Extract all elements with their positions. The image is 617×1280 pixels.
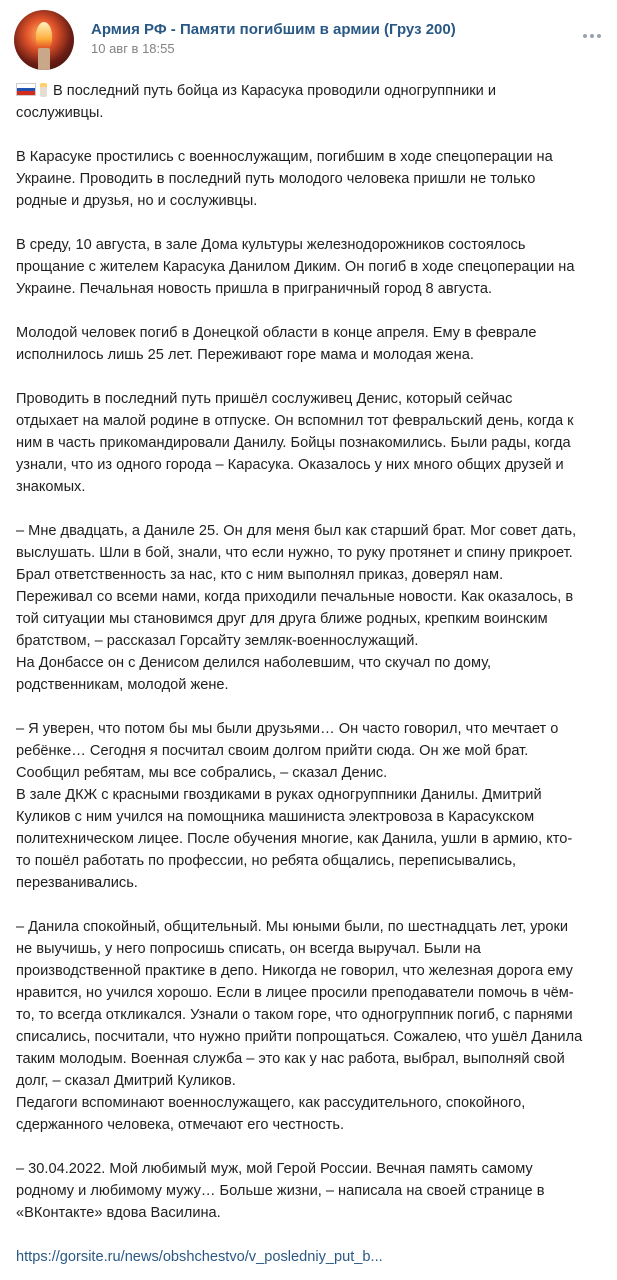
text-line-content: не выучишь, у него попросишь списать, он всегда выручал. Были на	[16, 941, 481, 957]
text-line	[16, 1092, 606, 1114]
text-line-content: родные и друзья, но и сослуживцы.	[16, 193, 258, 209]
text-line-content: – Я уверен, что потом бы мы были друзьями… Он часто говорил, что мечтает о	[16, 721, 559, 737]
text-line	[16, 718, 606, 740]
paragraph-gap	[16, 1224, 606, 1246]
paragraph-gap	[16, 366, 606, 388]
post-author[interactable]: Армия РФ - Памяти погибшим в армии (Груз 200)	[91, 21, 456, 38]
text-line	[16, 784, 606, 806]
text-line	[16, 872, 606, 894]
text-line-content: таким молодым. Военная служба – это как у нас работа, выбрал, выполняй свой	[16, 1051, 565, 1067]
text-line-content: «ВКонтакте» вдова Василина.	[16, 1205, 221, 1221]
text-line-content: Куликов с ним учился на помощника машиниста электровоза в Карасукском	[16, 809, 535, 825]
paragraph-gap	[16, 1136, 606, 1158]
text-line-content: Педагоги вспоминают военнослужащего, как рассудительного, спокойного,	[16, 1095, 526, 1111]
paragraph-gap	[16, 894, 606, 916]
text-line-content: братством, – рассказал Горсайту земляк-военнослужащий.	[16, 633, 419, 649]
text-line-content: сослуживцы.	[16, 105, 104, 121]
paragraph-gap	[16, 498, 606, 520]
paragraph-gap	[16, 696, 606, 718]
text-line-content: Сообщил ребятам, мы все собрались, – сказал Денис.	[16, 765, 388, 781]
text-line	[16, 762, 606, 784]
text-line	[16, 278, 606, 300]
text-line-content: то пошёл работать по профессии, но ребята общались, переписывались,	[16, 853, 517, 869]
text-line	[16, 344, 606, 366]
text-line	[16, 102, 606, 124]
text-line	[16, 1004, 606, 1026]
text-line	[16, 454, 606, 476]
text-line-content: родственникам, молодой жене.	[16, 677, 229, 693]
text-line-content: выслушать. Шли в бой, знали, что если нужно, то руку протянет и спину прикроет.	[16, 545, 573, 561]
text-line	[16, 740, 606, 762]
text-line	[16, 938, 606, 960]
text-line-content: Молодой человек погиб в Донецкой области в конце апреля. Ему в феврале	[16, 325, 537, 341]
text-line-content: сдержанного человека, отмечают его честность.	[16, 1117, 345, 1133]
text-line-content: Украине. Проводить в последний путь молодого человека пришли не только	[16, 171, 536, 187]
text-line	[16, 982, 606, 1004]
text-line	[16, 674, 606, 696]
text-line-content: В последний путь бойца из Карасука проводили одногруппники и	[53, 83, 496, 99]
avatar[interactable]	[14, 10, 74, 70]
text-line	[16, 542, 606, 564]
text-line	[16, 1158, 606, 1180]
text-line	[16, 850, 606, 872]
text-line-content: ребёнке… Сегодня я посчитал своим долгом прийти сюда. Он же мой брат.	[16, 743, 529, 759]
text-line-content: знакомых.	[16, 479, 86, 495]
text-line-content: прощание с жителем Карасука Данилом Диким. Он погиб в ходе спецоперации на	[16, 259, 575, 275]
text-line-content: – Мне двадцать, а Даниле 25. Он для меня был как старший брат. Мог совет дать,	[16, 523, 577, 539]
text-line	[16, 410, 606, 432]
text-line-content: узнали, что из одного города – Карасука. Оказалось у них много общих друзей и	[16, 457, 564, 473]
text-line	[16, 168, 606, 190]
text-line-content: ним в часть прикомандировали Данилу. Бойцы познакомились. Были рады, когда	[16, 435, 571, 451]
text-line	[16, 190, 606, 212]
text-line	[16, 322, 606, 344]
text-line	[16, 564, 606, 586]
text-line-content: перезванивались.	[16, 875, 138, 891]
text-line-content: отдыхает на малой родине в отпуске. Он вспомнил тот февральский день, когда к	[16, 413, 574, 429]
text-line-content: производственной практике в депо. Никогда не говорил, что железная дорога ему	[16, 963, 573, 979]
text-line	[16, 1114, 606, 1136]
text-line	[16, 960, 606, 982]
text-line-content: Украине. Печальная новость пришла в приграничный город 8 августа.	[16, 281, 493, 297]
text-line	[16, 1180, 606, 1202]
text-line	[16, 388, 606, 410]
text-line	[16, 652, 606, 674]
text-line-content: – 30.04.2022. Мой любимый муж, мой Герой России. Вечная память самому	[16, 1161, 533, 1177]
text-line-content: Проводить в последний путь пришёл сослуживец Денис, который сейчас	[16, 391, 513, 407]
text-line	[16, 916, 606, 938]
text-line-content: списались, посчитали, что нужно прийти попрощаться. Сожалею, что ушёл Данила	[16, 1029, 583, 1045]
text-line-content: нравится, но учился хорошо. Если в лицее просили преподаватели помочь в чём-	[16, 985, 574, 1001]
text-line	[16, 234, 606, 256]
text-line	[16, 1048, 606, 1070]
paragraph-gap	[16, 300, 606, 322]
text-line-content: В среду, 10 августа, в зале Дома культуры железнодорожников состоялось	[16, 237, 526, 253]
text-line	[16, 586, 606, 608]
russia-flag-icon	[16, 83, 36, 96]
text-line	[16, 80, 606, 102]
text-line-content: – Данила спокойный, общительный. Мы юными были, по шестнадцать лет, уроки	[16, 919, 569, 935]
text-line-content: В зале ДКЖ с красными гвоздиками в руках одногруппники Данилы. Дмитрий	[16, 787, 542, 803]
candle-icon	[38, 48, 50, 70]
text-line	[16, 1026, 606, 1048]
text-line-content: долг, – сказал Дмитрий Куликов.	[16, 1073, 236, 1089]
text-line	[16, 146, 606, 168]
text-line	[16, 256, 606, 278]
text-line	[16, 608, 606, 630]
text-line-content: политехническом лицее. После обучения многие, как Данила, ушли в армию, кто-	[16, 831, 573, 847]
post-header	[0, 0, 617, 80]
paragraph-gap	[16, 124, 606, 146]
text-line	[16, 1070, 606, 1092]
text-line	[16, 1202, 606, 1224]
text-line-content: На Донбассе он с Денисом делился наболевшим, что скучал по дому,	[16, 655, 492, 671]
post-date[interactable]: 10 авг в 18:55	[91, 41, 175, 56]
text-line-content: Переживал со всеми нами, когда приходили печальные новости. Как оказалось, в	[16, 589, 574, 605]
text-line	[16, 630, 606, 652]
text-line	[16, 828, 606, 850]
text-line	[16, 520, 606, 542]
text-line-content: В Карасуке простились с военнослужащим, погибшим в ходе спецоперации на	[16, 149, 553, 165]
candle-icon	[40, 83, 47, 97]
text-line	[16, 476, 606, 498]
post-text	[16, 80, 606, 1268]
text-line-content: Брал ответственность за нас, кто с ним выполнял приказ, доверял нам.	[16, 567, 504, 583]
text-line-content: исполнилось лишь 25 лет. Переживают горе мама и молодая жена.	[16, 347, 474, 363]
more-options-icon[interactable]	[583, 31, 605, 41]
text-line	[16, 432, 606, 454]
text-line-content: родному и любимому мужу… Больше жизни, – написала на своей странице в	[16, 1183, 545, 1199]
text-line-content: той ситуации мы становимся друг для друга ближе родных, крепким воинским	[16, 611, 548, 627]
text-line	[16, 806, 606, 828]
candle-flame-icon	[36, 22, 52, 50]
text-line-content: то, то всегда откликался. Узнали о таком горе, что одногруппник погиб, с парнями	[16, 1007, 573, 1023]
paragraph-gap	[16, 212, 606, 234]
source-link[interactable]: https://gorsite.ru/news/obshchestvo/v_posledniy_put_b...	[16, 1249, 383, 1265]
